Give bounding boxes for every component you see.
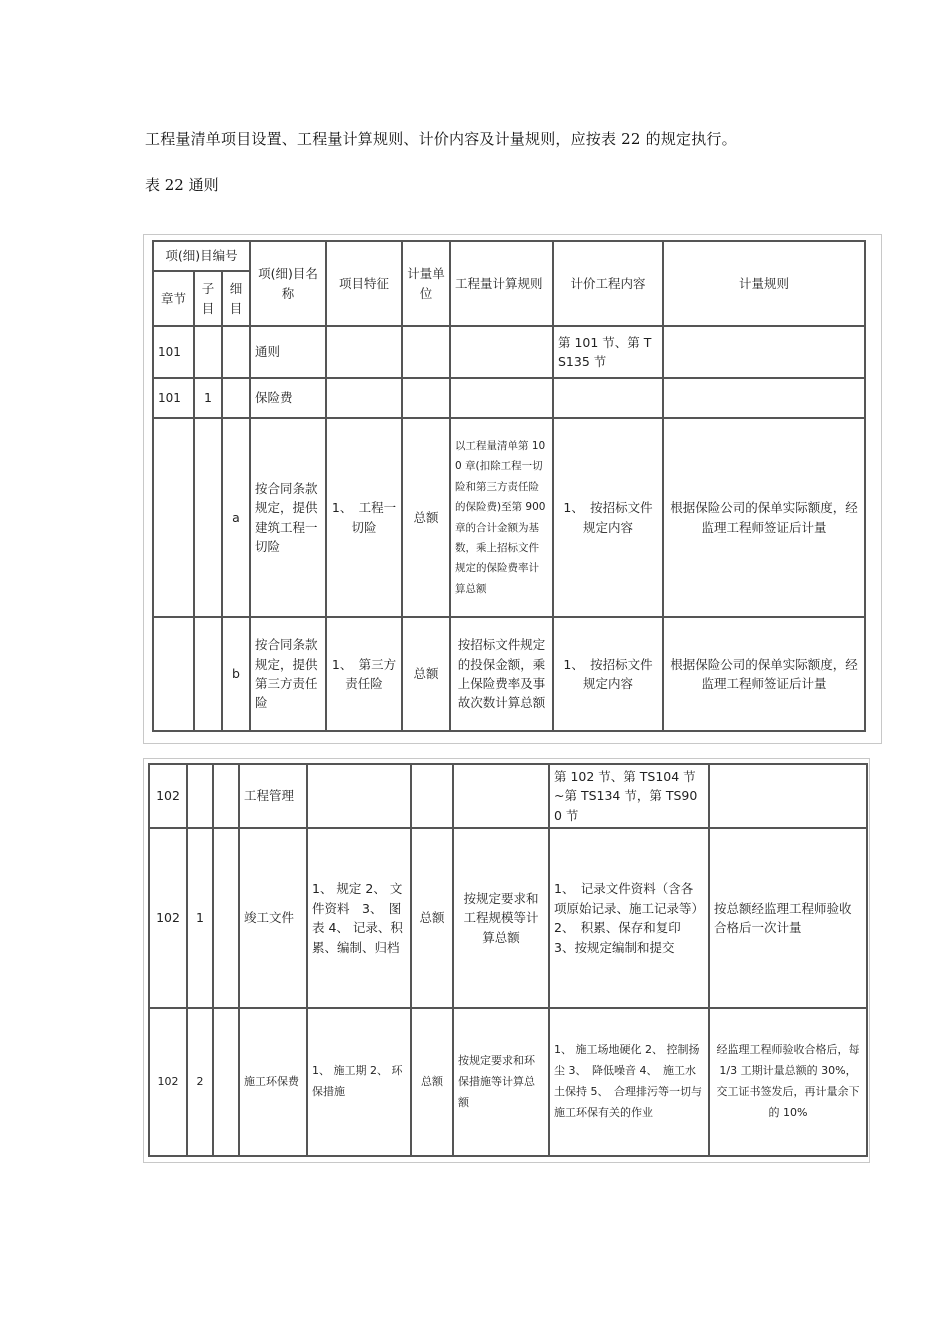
cell-detail: [222, 326, 250, 378]
cell-feature: [326, 326, 402, 378]
cell-name: 按合同条款规定，提供建筑工程一切险: [250, 418, 326, 617]
cell-name: 竣工文件: [239, 828, 307, 1008]
cell-chapter: [153, 418, 194, 617]
table2: [148, 763, 868, 1157]
cell-sub: 1: [187, 828, 213, 1008]
cell-name: 施工环保费: [239, 1008, 307, 1156]
cell-feature: 1、 工程一切险: [326, 418, 402, 617]
table-row: [153, 326, 865, 378]
cell-unit: [402, 326, 450, 378]
table-row: [153, 378, 865, 418]
cell-name: 工程管理: [239, 764, 307, 828]
cell-calc-rule: [450, 378, 553, 418]
cell-chapter: 101: [153, 378, 194, 418]
cell-unit: [402, 378, 450, 418]
header-item-code: 项(细)目编号: [153, 241, 250, 271]
cell-pricing: 1、 记录文件资料（含各项原始记录、施工记录等）2、 积累、保存和复印 3、按规定编制和提交: [549, 828, 709, 1008]
cell-sub: [194, 617, 222, 731]
cell-pricing: [553, 378, 663, 418]
cell-measure-rule: [709, 764, 867, 828]
cell-sub: [194, 326, 222, 378]
cell-detail: [213, 1008, 239, 1156]
cell-pricing: 1、 按招标文件规定内容: [553, 418, 663, 617]
cell-unit: 总额: [402, 617, 450, 731]
cell-detail: [213, 764, 239, 828]
cell-chapter: 102: [149, 828, 187, 1008]
cell-detail: b: [222, 617, 250, 731]
table1: [152, 240, 866, 732]
cell-calc-rule: 按规定要求和工程规模等计算总额: [453, 828, 549, 1008]
cell-name: 保险费: [250, 378, 326, 418]
cell-calc-rule: 以工程量清单第 100 章(扣除工程一切险和第三方责任险的保险费)至第 900 章的合计金额为基数，乘上招标文件规定的保险费率计算总额: [450, 418, 553, 617]
cell-measure-rule: 根据保险公司的保单实际额度，经监理工程师签证后计量: [663, 617, 865, 731]
header-detail: 细目: [222, 271, 250, 326]
header-calc-rule: 工程量计算规则: [450, 241, 553, 326]
table-row: [149, 1008, 867, 1156]
cell-feature: [307, 764, 411, 828]
cell-calc-rule: [453, 764, 549, 828]
cell-chapter: 101: [153, 326, 194, 378]
cell-sub: [187, 764, 213, 828]
cell-chapter: [153, 617, 194, 731]
cell-measure-rule: [663, 326, 865, 378]
cell-detail: [213, 828, 239, 1008]
cell-unit: 总额: [411, 1008, 453, 1156]
cell-name: 通则: [250, 326, 326, 378]
table-row: [153, 617, 865, 731]
cell-detail: a: [222, 418, 250, 617]
cell-sub: 1: [194, 378, 222, 418]
table2-frame: [143, 758, 870, 1163]
table-row: [153, 418, 865, 617]
cell-measure-rule: 经监理工程师验收合格后，每 1/3 工期计量总额的 30%，交工证书签发后，再计量余下的 10%: [709, 1008, 867, 1156]
cell-calc-rule: 按规定要求和环保措施等计算总额: [453, 1008, 549, 1156]
cell-chapter: 102: [149, 1008, 187, 1156]
header-feature: 项目特征: [326, 241, 402, 326]
cell-feature: 1、 规定 2、 文件资料 3、 图表 4、 记录、积累、编制、归档: [307, 828, 411, 1008]
header-name: 项(细)目名称: [250, 241, 326, 326]
cell-feature: 1、 第三方责任险: [326, 617, 402, 731]
cell-pricing: 1、 施工场地硬化 2、 控制扬尘 3、 降低噪音 4、 施工水土保持 5、 合理排污等一切与施工环保有关的作业: [549, 1008, 709, 1156]
header-sub: 子目: [194, 271, 222, 326]
cell-measure-rule: 根据保险公司的保单实际额度，经监理工程师签证后计量: [663, 418, 865, 617]
header-unit: 计量单位: [402, 241, 450, 326]
header-measure-rule: 计量规则: [663, 241, 865, 326]
cell-measure-rule: [663, 378, 865, 418]
cell-pricing: 第 101 节、第 TS135 节: [553, 326, 663, 378]
cell-measure-rule: 按总额经监理工程师验收合格后一次计量: [709, 828, 867, 1008]
table-row: [149, 828, 867, 1008]
table-row: [149, 764, 867, 828]
cell-pricing: 第 102 节、第 TS104 节~第 TS134 节，第 TS900 节: [549, 764, 709, 828]
table-caption: 表 22 通则: [145, 176, 219, 194]
cell-calc-rule: 按招标文件规定的投保金额，乘上保险费率及事故次数计算总额: [450, 617, 553, 731]
header-chapter: 章节: [153, 271, 194, 326]
header-pricing: 计价工程内容: [553, 241, 663, 326]
cell-unit: 总额: [402, 418, 450, 617]
table1-header-row: [153, 241, 865, 271]
cell-pricing: 1、 按招标文件规定内容: [553, 617, 663, 731]
cell-detail: [222, 378, 250, 418]
cell-unit: 总额: [411, 828, 453, 1008]
cell-feature: [326, 378, 402, 418]
cell-sub: [194, 418, 222, 617]
cell-chapter: 102: [149, 764, 187, 828]
table1-frame: [143, 234, 882, 744]
intro-paragraph: 工程量清单项目设置、工程量计算规则、计价内容及计量规则，应按表 22 的规定执行。: [145, 130, 737, 148]
cell-feature: 1、 施工期 2、 环保措施: [307, 1008, 411, 1156]
cell-unit: [411, 764, 453, 828]
cell-calc-rule: [450, 326, 553, 378]
cell-name: 按合同条款规定，提供第三方责任险: [250, 617, 326, 731]
cell-sub: 2: [187, 1008, 213, 1156]
